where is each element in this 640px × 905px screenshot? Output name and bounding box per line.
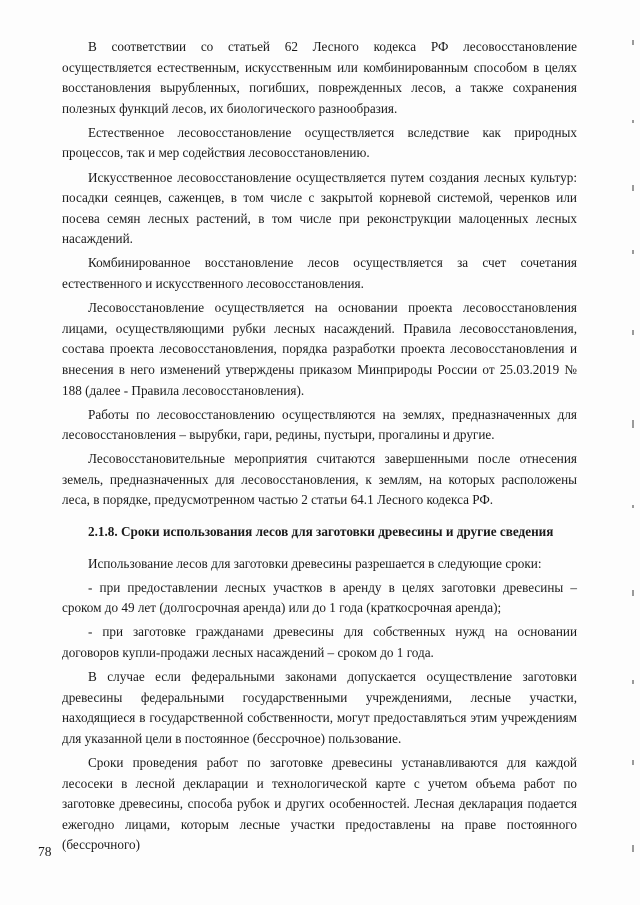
paragraph-reforestation-methods: В соответствии со статьей 62 Лесного кодекса РФ лесовосстановление осуществляется естественным, искусственным или комбинированным способом в целях восстановления вырубленных, погибших, поврежденных лесов, а также сохранения полезных функций лесов, их биологического разнообразия. bbox=[62, 39, 577, 116]
paragraph-artificial-reforestation: Искусственное лесовосстановление осуществляется путем создания лесных культур: посадки сеянцев, саженцев, в том числе с закрытой корневой системой, черенков или посева семян лесных растений, в том числе при реконструкции малоценных лесных насаждений. bbox=[62, 169, 577, 247]
list-item-lease-term: - при предоставлении лесных участков в аренду в целях заготовки древесины – сроком до 49 лет (долгосрочная аренда) или до 1 года (краткосрочная аренда); bbox=[62, 579, 577, 616]
page-number: 78 bbox=[38, 844, 52, 859]
paragraph-harvest-terms-intro: Использование лесов для заготовки древесины разрешается в следующие сроки: bbox=[88, 555, 542, 571]
paragraph-combined-reforestation: Комбинированное восстановление лесов осуществляется за счет сочетания естественного и искусственного лесовосстановления. bbox=[62, 255, 577, 292]
document-body bbox=[62, 37, 577, 859]
paragraph-reforestation-lands: Работы по лесовосстановлению осуществляются на землях, предназначенных для лесовосстановления – вырубки, гари, редины, пустыри, прогалины и другие. bbox=[62, 406, 577, 443]
paragraph-reforestation-project: Лесовосстановление осуществляется на основании проекта лесовосстановления лицами, осуществляющими рубки лесных насаждений. Правила лесовосстановления, состава проекта лесовосстановления, порядка разработки проекта лесовосстановления и внесения в него изменений утверждены приказом Минприроды России от 25.03.2019 № 188 (далее - Правила лесовосстановления). bbox=[62, 300, 577, 398]
section-heading: 2.1.8. Сроки использования лесов для заготовки древесины и другие сведения bbox=[88, 524, 554, 540]
paragraph-federal-institutions: В случае если федеральными законами допускается осуществление заготовки древесины федеральными государственными учреждениями, лесные участки, находящиеся в государственной собственности, могут предоставляться этим учреждениям для указанной цели в постоянное (бессрочное) пользование. bbox=[62, 669, 577, 746]
paragraph-natural-reforestation: Естественное лесовосстановление осуществляется вследствие как природных процессов, так и мер содействия лесовосстановлению. bbox=[62, 124, 577, 161]
paragraph-work-deadlines: Сроки проведения работ по заготовке древесины устанавливаются для каждой лесосеки в лесной декларации и технологической карте с учетом объема работ по заготовке древесины, способа рубок и других особенностей. Лесная декларация подается ежегодно лицами, которым лесные участки предоставлены на праве постоянного (бессрочного) bbox=[62, 755, 577, 853]
list-item-citizen-term: - при заготовке гражданами древесины для собственных нужд на основании договоров купли-продажи лесных насаждений – сроком до 1 года. bbox=[62, 624, 577, 661]
scan-edge-marks bbox=[616, 0, 640, 905]
paragraph-completion: Лесовосстановительные мероприятия считаются завершенными после отнесения земель, предназначенных для лесовосстановления, к землям, на которых расположены леса, в порядке, предусмотренном частью 2 статьи 64.1 Лесного кодекса РФ. bbox=[62, 451, 577, 508]
